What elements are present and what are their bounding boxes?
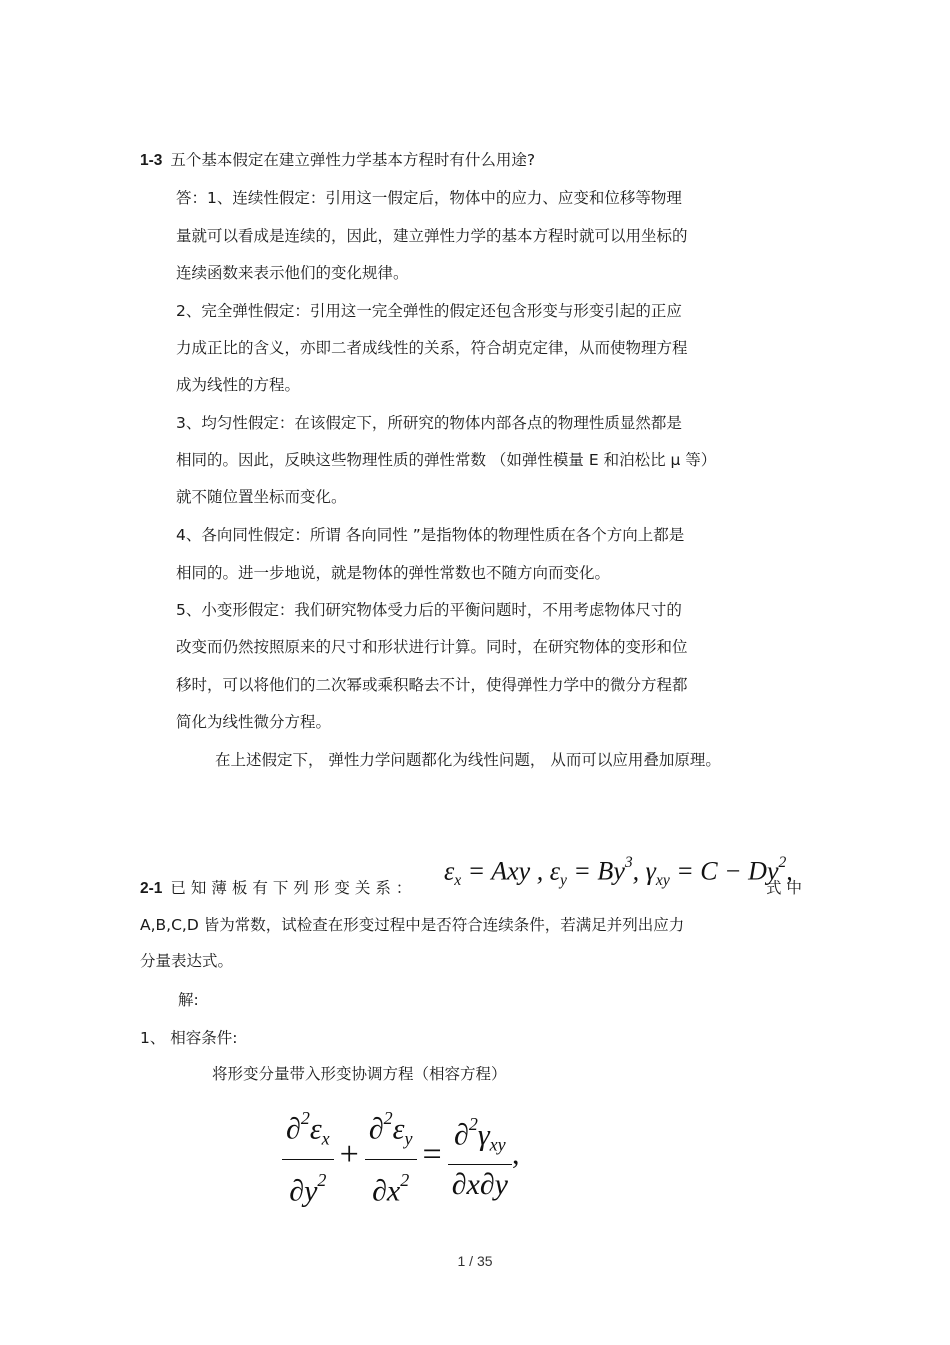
answer-line: 相同的。进一步地说，就是物体的弹性常数也不随方向而变化。 [176,564,611,582]
solution-label: 解: [178,991,199,1009]
conclusion-line: 在上述假定下， 弹性力学问题都化为线性问题， 从而可以应用叠加原理。 [215,751,721,769]
answer-line: 就不随位置坐标而变化。 [176,488,347,506]
answer-line: 2、完全弹性假定：引用这一完全弹性的假定还包含形变与形变引起的正应 [176,302,682,320]
question-text-tail: 式中 [766,879,808,897]
question-text: 五个基本假定在建立弹性力学基本方程时有什么用途? [170,151,536,169]
answer-line: 移时，可以将他们的二次幂或乘积略去不计，使得弹性力学中的微分方程都 [176,676,688,694]
answer-line: 改变而仍然按照原来的尺寸和形状进行计算。同时，在研究物体的变形和位 [176,638,688,656]
compatibility-equation: $\frac{\partial^2\varepsilon_x}{\partial y^2}$ + $\frac{\partial^2\varepsilon_y}{\partial x^2}$ = $\frac{\partial^2\gamma_{xy}}{\partial x\partial y}$ , [282,1098,520,1211]
question-1-3-title [140,150,535,171]
question-number: 1-3 [140,152,163,169]
question-text: 已知薄板有下列形变关系： [170,879,417,897]
question-number: 2-1 [140,880,163,897]
answer-line: 相同的。因此，反映这些物理性质的弹性常数 （如弹性模量 E 和泊松比 μ 等） [176,451,717,469]
fraction-term-3: $\frac{\partial^2\gamma_{xy}}{\partial x\partial y}$ [448,1104,512,1206]
answer-line: 力成正比的含义，亦即二者成线性的关系，符合胡克定律，从而使物理方程 [176,339,688,357]
answer-line: 4、各向同性假定：所谓 各向同性 ”是指物体的物理性质在各个方向上都是 [176,526,685,544]
question-line: A,B,C,D 皆为常数，试检查在形变过程中是否符合连续条件，若满足并列出应力 [140,916,685,934]
strain-relations-formula: $\varepsilon_x$ = Axy , $\varepsilon_y = By^3$, $\gamma_{xy} = C - Dy^2$, [444,854,793,889]
answer-line: 成为线性的方程。 [176,376,301,394]
step-heading: 1、 相容条件: [140,1029,238,1047]
answer-line: 5、小变形假定：我们研究物体受力后的平衡问题时，不用考虑物体尺寸的 [176,601,682,619]
answer-line: 连续函数来表示他们的变化规律。 [176,264,409,282]
question-line: 分量表达式。 [140,952,234,970]
answer-line: 3、均匀性假定：在该假定下，所研究的物体内部各点的物理性质显然都是 [176,414,682,432]
fraction-term-1: $\frac{\partial^2\varepsilon_x}{\partial y^2}$ [282,1098,334,1211]
answer-line: 答：1、连续性假定：引用这一假定后，物体中的应力、应变和位移等物理 [176,189,682,207]
answer-line: 简化为线性微分方程。 [176,713,332,731]
answer-line: 量就可以看成是连续的，因此，建立弹性力学的基本方程时就可以用坐标的 [176,227,688,245]
step-text: 将形变分量带入形变协调方程（相容方程） [212,1065,507,1083]
fraction-term-2: $\frac{\partial^2\varepsilon_y}{\partial x^2}$ [365,1098,417,1211]
page-number: 1 / 35 [457,1253,493,1269]
question-2-1-title [140,878,416,899]
